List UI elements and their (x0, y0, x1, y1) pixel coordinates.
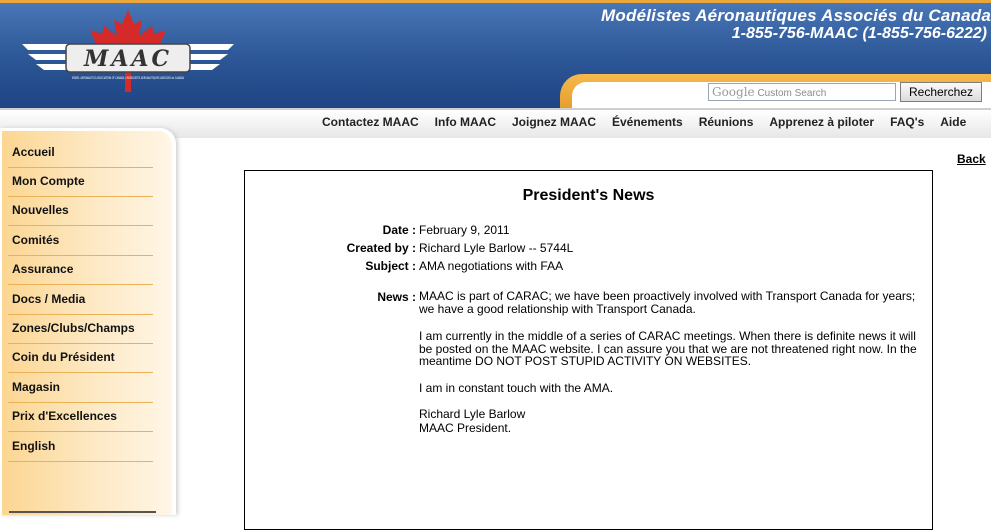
top-nav-menu (314, 115, 974, 129)
nav-item-join[interactable]: Joignez MAAC (512, 115, 596, 129)
nav-item-faq[interactable]: FAQ's (890, 115, 925, 129)
sidebar-item-docs-media[interactable]: Docs / Media (8, 286, 153, 315)
date-label: Date : (382, 223, 416, 237)
sidebar-item-english[interactable]: English (8, 433, 153, 462)
sidebar-item-accueil[interactable]: Accueil (8, 139, 153, 168)
article-title: President's News (522, 187, 655, 204)
header-accent-line (0, 0, 991, 3)
logo-text: MAAC (83, 46, 173, 72)
nav-item-contact[interactable]: Contactez MAAC (322, 115, 419, 129)
nav-item-help[interactable]: Aide (940, 115, 967, 129)
sidebar-item-prix[interactable]: Prix d'Excellences (8, 403, 153, 432)
news-signature-name: Richard Lyle Barlow (419, 407, 526, 421)
org-title: Modélistes Aéronautiques Associés du Canada (601, 6, 991, 25)
maac-logo[interactable] (18, 8, 238, 94)
sidebar-item-mon-compte[interactable]: Mon Compte (8, 168, 153, 197)
search-input[interactable] (708, 83, 896, 101)
news-paragraph-2: I am currently in the middle of a series of CARAC meetings. When there is definite news it will be posted on the MAAC website. I can assure you that we are not threatened right now. In the meantime DO NOT POST STUPID ACTIVITY ON WEBSITES. (419, 329, 917, 369)
search-placeholder: Custom Search (757, 88, 827, 99)
nav-item-learn-to-fly[interactable]: Apprenez à piloter (769, 115, 875, 129)
google-label: Google (712, 85, 755, 99)
subject-label: Subject : (365, 259, 416, 273)
sidebar-item-comites[interactable]: Comités (8, 227, 153, 256)
news-paragraph-1: MAAC is part of CARAC; we have been proactively involved with Transport Canada for years; we have a good relationship with Transport Canada. (419, 289, 916, 316)
news-label: News : (377, 290, 416, 304)
logo-subtitle: MODEL AERONAUTICS ASSOCIATION OF CANADA / MODELISTES AERONAUTIQUES ASSOCIES du CANADA (72, 76, 185, 80)
org-phone: 1-855-756-MAAC (1-855-756-6222) (731, 25, 987, 42)
sidebar-item-coin-president[interactable]: Coin du Président (8, 344, 153, 373)
created-by-value: Richard Lyle Barlow -- 5744L (419, 241, 574, 255)
nav-item-info[interactable]: Info MAAC (434, 115, 496, 129)
news-signature-title: MAAC President. (419, 421, 512, 435)
date-value: February 9, 2011 (419, 223, 510, 237)
news-paragraph-3: I am in constant touch with the AMA. (419, 381, 614, 395)
sidebar-item-zones-clubs[interactable]: Zones/Clubs/Champs (8, 315, 153, 344)
sidebar-bottom-divider (9, 511, 156, 513)
nav-item-meetings[interactable]: Réunions (698, 115, 754, 129)
back-link[interactable]: Back (957, 152, 986, 166)
subject-value: AMA negotiations with FAA (419, 259, 564, 273)
created-by-label: Created by : (346, 241, 416, 255)
sidebar-item-assurance[interactable]: Assurance (8, 256, 153, 285)
sidebar-item-magasin[interactable]: Magasin (8, 374, 153, 403)
nav-item-events[interactable]: Événements (612, 115, 683, 129)
sidebar-item-nouvelles[interactable]: Nouvelles (8, 197, 153, 226)
search-button[interactable]: Recherchez (900, 82, 982, 102)
